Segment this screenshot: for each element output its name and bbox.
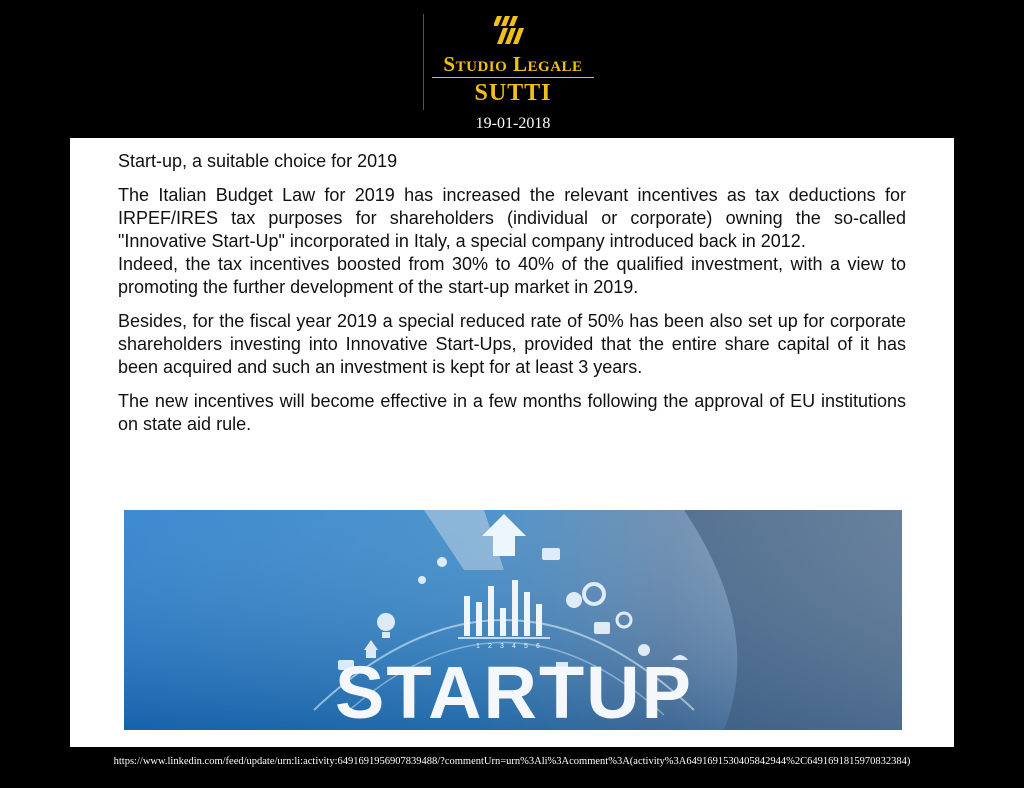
startup-illustration-graphic bbox=[124, 510, 902, 730]
letterhead bbox=[0, 0, 1024, 140]
article-title: Start-up, a suitable choice for 2019 bbox=[118, 151, 398, 171]
paragraph-4: The new incentives will become effective in a few months following the approval of EU institutions on state aid rule. bbox=[118, 391, 906, 434]
startup-headline: STARTUP bbox=[335, 651, 693, 730]
axis-label-1: 1 bbox=[476, 643, 480, 650]
axis-label-3: 3 bbox=[500, 643, 504, 650]
article-body bbox=[118, 150, 906, 436]
source-url[interactable]: https://www.linkedin.com/feed/update/urn:li:activity:6491691956907839488/?commentUrn=urn%3Ali%3Acomment%3A(activity%3A6491691530405842944%2C6491691815970832384) bbox=[113, 756, 911, 767]
paragraph-1: The Italian Budget Law for 2019 has increased the relevant incentives as tax deductions for IRPEF/IRES tax purposes for shareholders (individual or corporate) owning the so-called "Innovative Start-Up" incorporated in Italy, a special company introduced back in 2012. bbox=[118, 185, 906, 251]
article-card bbox=[70, 138, 954, 747]
monitor-icon bbox=[542, 548, 560, 560]
paragraph-3: Besides, for the fiscal year 2019 a special reduced rate of 50% has been also set up for corporate shareholders investing into Innovative Start-Ups, provided that the entire share capital of it has been acquired and such an investment is kept for at least 3 years. bbox=[118, 311, 906, 377]
paragraph-2: Indeed, the tax incentives boosted from 30% to 40% of the qualified investment, with a view to promoting the further development of the start-up market in 2019. bbox=[118, 254, 906, 297]
firm-name-rule bbox=[432, 77, 594, 78]
axis-label-2: 2 bbox=[488, 643, 492, 650]
startup-illustration bbox=[124, 510, 902, 730]
firm-logo-icon bbox=[494, 14, 524, 46]
document-date: 19-01-2018 bbox=[475, 115, 551, 132]
axis-label-5: 5 bbox=[524, 643, 528, 650]
firm-name-line2: SUTTI bbox=[474, 80, 552, 106]
lightbulb-icon bbox=[377, 613, 395, 631]
axis-label-6: 6 bbox=[536, 643, 540, 650]
axis-label-4: 4 bbox=[512, 643, 516, 650]
firm-name-line1: Studio Legale bbox=[443, 52, 583, 76]
